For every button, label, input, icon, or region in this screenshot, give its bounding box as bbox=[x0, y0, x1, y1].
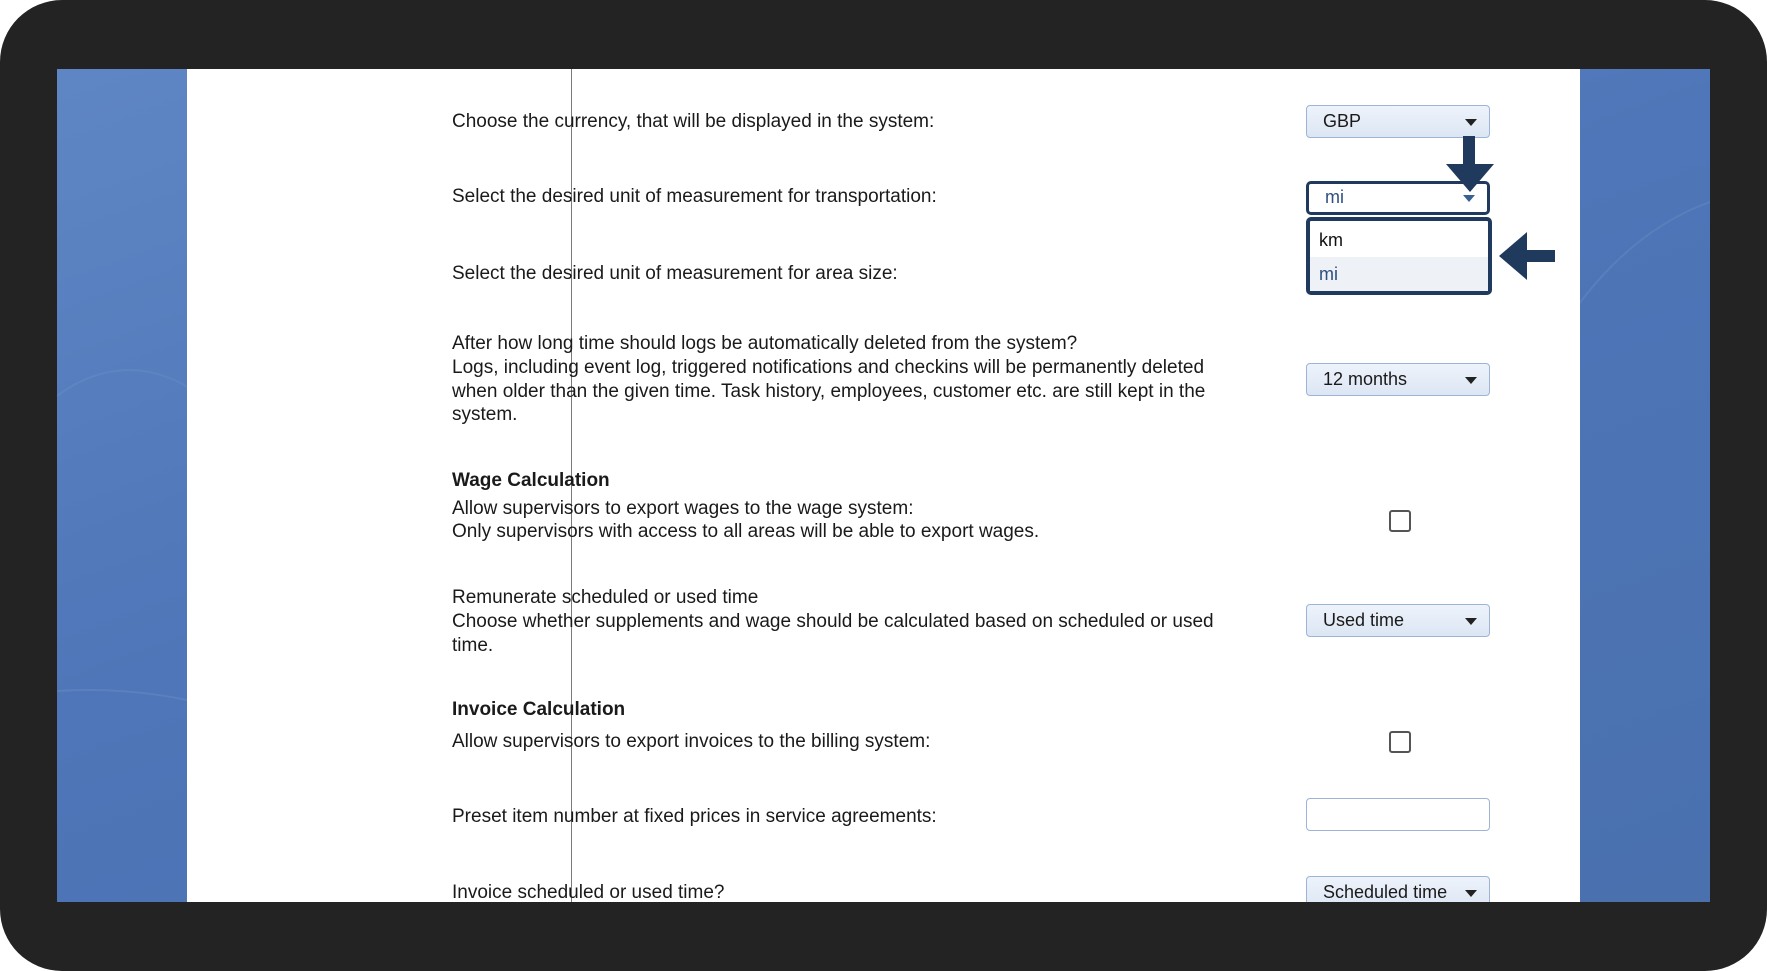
invoice-time-select-value: Scheduled time bbox=[1323, 882, 1448, 902]
invoice-time-label: Invoice scheduled or used time? bbox=[452, 882, 725, 902]
transport-unit-select-value: mi bbox=[1325, 187, 1344, 207]
preset-item-number-input[interactable] bbox=[1306, 798, 1490, 831]
arrow-down-icon bbox=[1444, 134, 1496, 194]
clipped-bottom-row bbox=[57, 860, 1710, 902]
chevron-down-icon bbox=[1465, 377, 1477, 384]
wage-export-line1: Allow supervisors to export wages to the wage system: bbox=[452, 498, 914, 519]
transport-unit-label: Select the desired unit of measurement for transportation: bbox=[452, 186, 937, 207]
log-retention-line2: Logs, including event log, triggered notifications and checkins will be permanently deleted bbox=[452, 357, 1205, 378]
log-retention-line4: system. bbox=[452, 404, 518, 425]
wage-export-checkbox[interactable] bbox=[1389, 510, 1411, 532]
remunerate-line2: Choose whether supplements and wage should be calculated based on scheduled or used bbox=[452, 611, 1214, 632]
invoice-export-label: Allow supervisors to export invoices to the billing system: bbox=[452, 731, 931, 752]
preset-item-number-label: Preset item number at fixed prices in service agreements: bbox=[452, 806, 937, 827]
wage-calculation-heading: Wage Calculation bbox=[452, 470, 610, 491]
log-retention-select-value: 12 months bbox=[1323, 369, 1408, 389]
dropdown-option-mi[interactable]: mi bbox=[1310, 257, 1488, 291]
remunerate-select-value: Used time bbox=[1323, 610, 1405, 630]
invoice-calculation-heading: Invoice Calculation bbox=[452, 699, 626, 720]
transport-unit-dropdown-list bbox=[1306, 217, 1492, 295]
chevron-down-icon bbox=[1463, 195, 1475, 202]
dropdown-option-km[interactable]: km bbox=[1319, 230, 1343, 250]
remunerate-line3: time. bbox=[452, 635, 494, 656]
chevron-down-icon bbox=[1465, 618, 1477, 625]
chevron-down-icon bbox=[1465, 119, 1477, 126]
invoice-time-select[interactable] bbox=[1306, 876, 1490, 902]
area-unit-label: Select the desired unit of measurement for area size: bbox=[452, 263, 898, 284]
log-retention-select[interactable] bbox=[1306, 363, 1490, 396]
remunerate-line1: Remunerate scheduled or used time bbox=[452, 587, 759, 608]
wage-export-line2: Only supervisors with access to all areas will be able to export wages. bbox=[452, 521, 1040, 542]
chevron-down-icon bbox=[1465, 890, 1477, 897]
log-retention-line3: when older than the given time. Task history, employees, customer etc. are still kept in the bbox=[452, 381, 1206, 402]
invoice-export-checkbox[interactable] bbox=[1389, 731, 1411, 753]
currency-label: Choose the currency, that will be displayed in the system: bbox=[452, 111, 935, 132]
remunerate-select[interactable] bbox=[1306, 604, 1490, 637]
currency-select-value: GBP bbox=[1323, 111, 1362, 131]
log-retention-line1: After how long time should logs be automatically deleted from the system? bbox=[452, 333, 1078, 354]
arrow-left-icon bbox=[1497, 230, 1557, 282]
